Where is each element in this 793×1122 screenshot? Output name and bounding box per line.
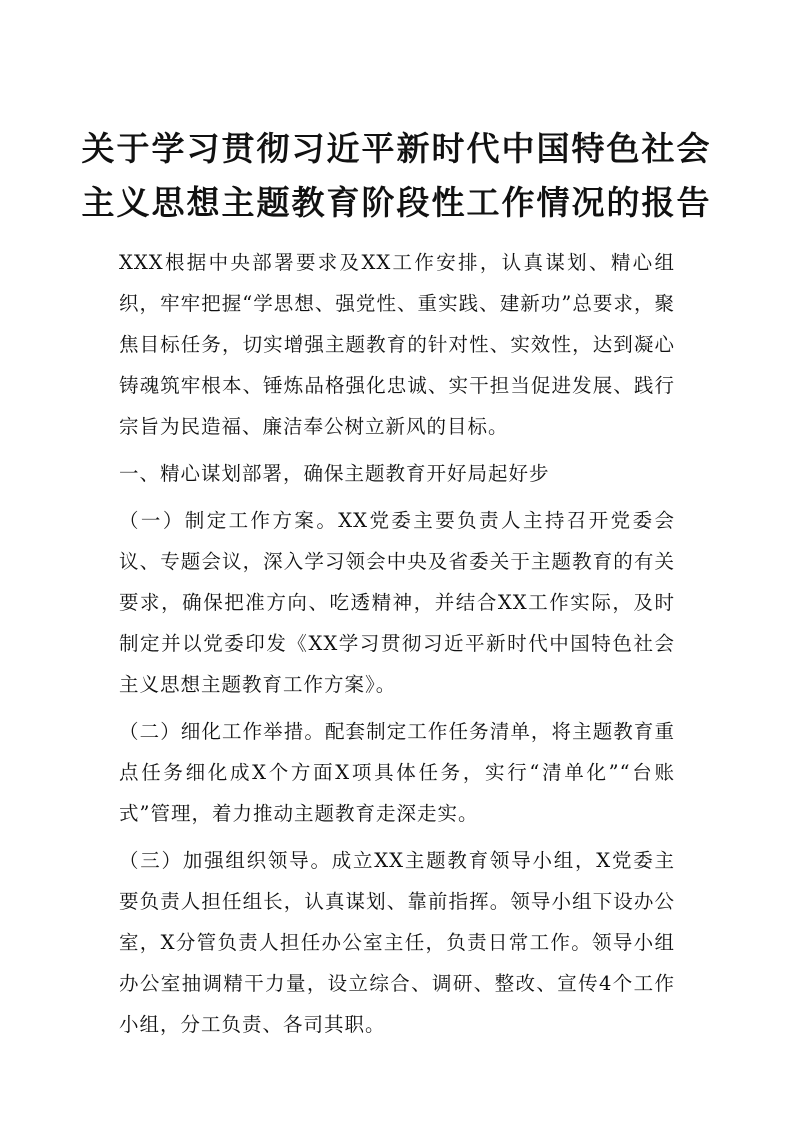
item-paragraph-1: （一）制定工作方案。XX党委主要负责人主持召开党委会议、专题会议，深入学习领会中央及省委关于主题教育的有关要求，确保把准方向、吃透精神，并结合XX工作实际，及时制定并以党委印发《XX学习贯彻习近平新时代中国特色社会主义思想主题教育工作方案》。 xyxy=(119,509,675,696)
document-body xyxy=(119,242,675,1051)
title-line-1: 关于学习贯彻习近平新时代中国特色社会 xyxy=(81,129,712,168)
item-paragraph-2: （二）细化工作举措。配套制定工作任务清单，将主题教育重点任务细化成X个方面X项具体任务，实行“清单化”“台账式”管理，着力推动主题教育走深走实。 xyxy=(119,720,675,825)
item-paragraph-3: （三）加强组织领导。成立XX主题教育领导小组，X党委主要负责人担任组长，认真谋划、靠前指挥。领导小组下设办公室，X分管负责人担任办公室主任，负责日常工作。领导小组办公室抽调精干力量，设立综合、调研、整改、宣传4个工作小组，分工负责、各司其职。 xyxy=(119,849,675,1036)
intro-paragraph: XXX根据中央部署要求及XX工作安排，认真谋划、精心组织，牢牢把握“学思想、强党性、重实践、建新功”总要求，聚焦目标任务，切实增强主题教育的针对性、实效性，达到凝心铸魂筑牢根本、锤炼品格强化忠诚、实干担当促进发展、践行宗旨为民造福、廉洁奉公树立新风的目标。 xyxy=(119,251,675,438)
document-title xyxy=(70,122,723,230)
title-line-2: 主义思想主题教育阶段性工作情况的报告 xyxy=(81,183,712,222)
section-heading: 一、精心谋划部署，确保主题教育开好局起好步 xyxy=(119,462,550,485)
